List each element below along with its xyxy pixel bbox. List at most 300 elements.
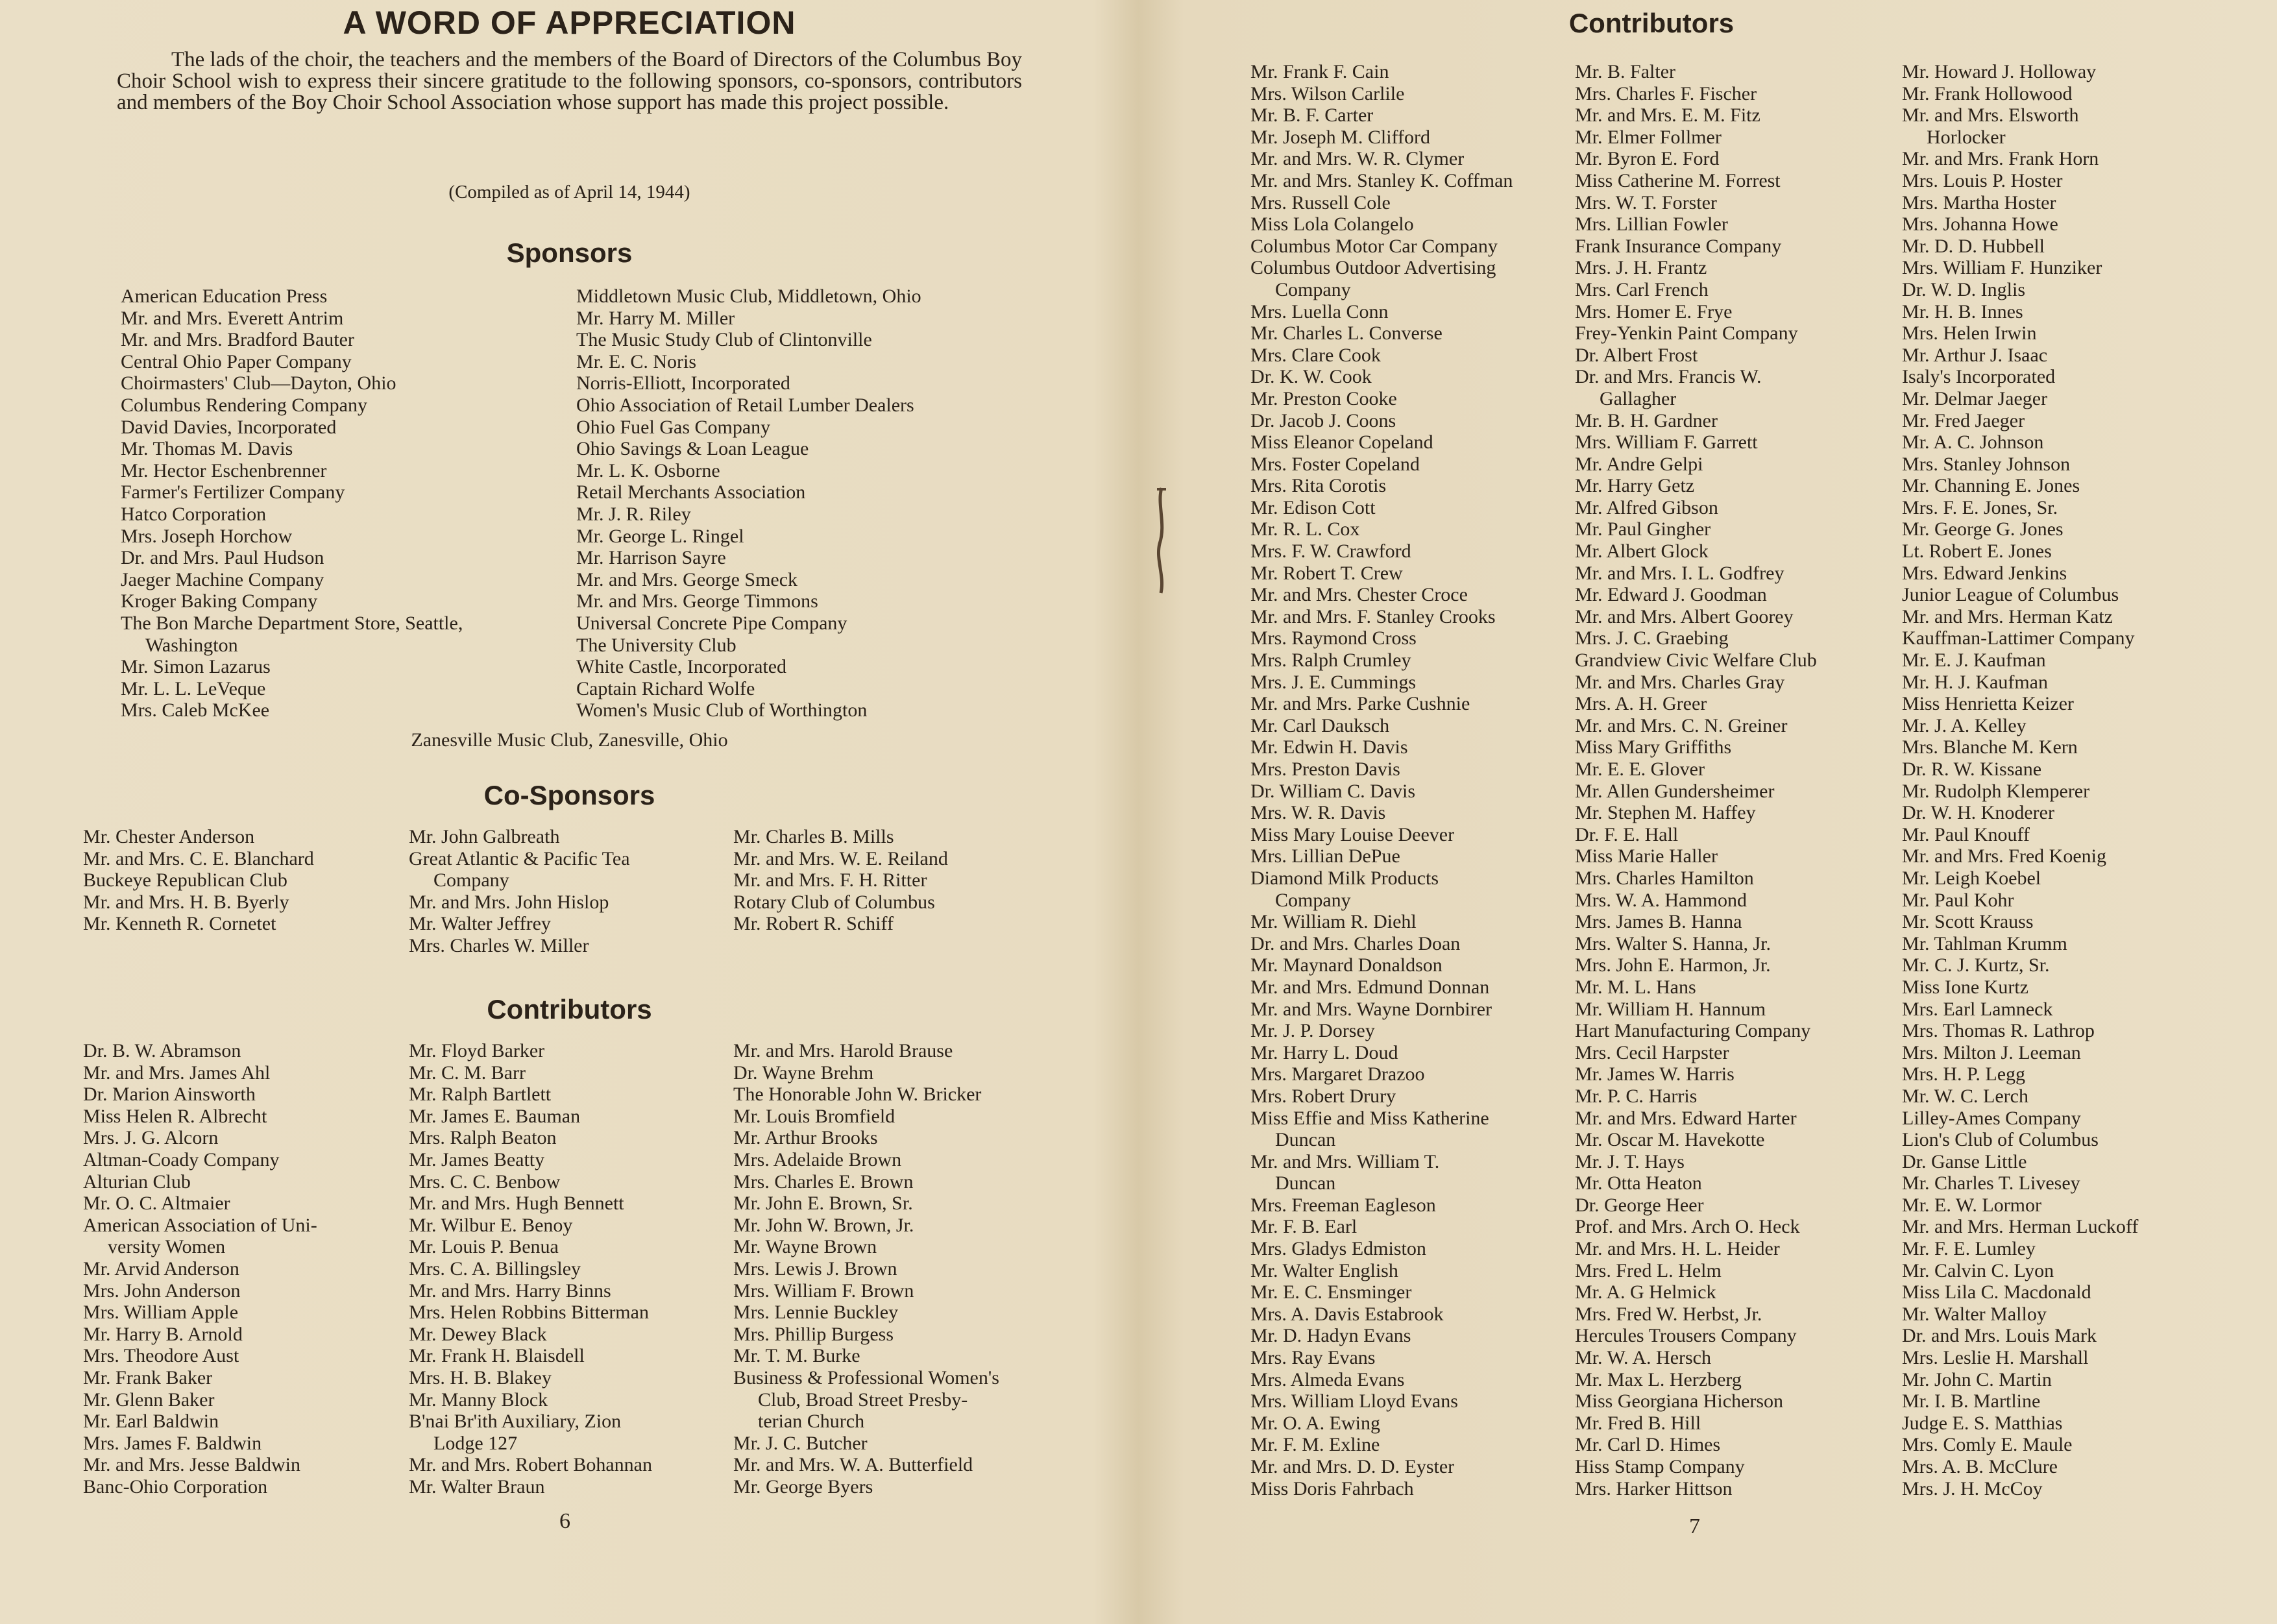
list-item: Mr. Howard J. Holloway (1902, 61, 2097, 82)
list-item: Dr. K. W. Cook (1250, 366, 1372, 388)
list-item: Miss Ione Kurtz (1902, 976, 2028, 998)
list-item: Mr. Paul Knouff (1902, 823, 2030, 845)
contributors-column-3 (733, 1040, 999, 1497)
list-item: Mrs. Almeda Evans (1250, 1368, 1405, 1390)
list-item: Lt. Robert E. Jones (1902, 540, 2052, 563)
list-item: Grandview Civic Welfare Club (1575, 649, 1817, 672)
list-item: Mr. John E. Brown, Sr. (733, 1193, 913, 1215)
list-item: Mrs. Edward Jenkins (1902, 562, 2067, 584)
list-item: Mr. Earl Baldwin (83, 1411, 219, 1433)
list-item: Mr. and Mrs. I. L. Godfrey (1575, 562, 1784, 584)
list-item: Middletown Music Club, Middletown, Ohio (576, 285, 921, 307)
list-item: Mr. J. A. Kelley (1902, 714, 2027, 736)
list-item: Mrs. Lillian DePue (1250, 845, 1400, 867)
list-item: Mr. Edwin H. Davis (1250, 736, 1408, 758)
cosponsors-heading: Co-Sponsors (483, 780, 655, 810)
list-item: Mr. Walter Braun (409, 1475, 545, 1497)
list-item: Mrs. Helen Robbins Bitterman (409, 1302, 649, 1324)
list-item: Mr. E. W. Lormor (1902, 1194, 2041, 1216)
list-item: Mr. John Galbreath (409, 826, 560, 847)
list-item: Mr. Harry L. Doud (1250, 1041, 1398, 1063)
list-item: Mrs. John Anderson (83, 1279, 241, 1302)
list-item: Hart Manufacturing Company (1575, 1020, 1811, 1042)
list-item: Mrs. Martha Hoster (1902, 191, 2056, 213)
list-item: Mr. Robert R. Schiff (733, 913, 894, 935)
list-item: Mr. J. R. Riley (576, 503, 691, 525)
list-item: Mr. and Mrs. Hugh Bennett (409, 1193, 624, 1215)
list-item: Mrs. Robert Drury (1250, 1085, 1396, 1107)
list-item: Mr. J. C. Butcher (733, 1432, 868, 1454)
list-item: Mr. and Mrs. Stanley K. Coffman (1250, 169, 1513, 191)
list-item: Mr. and Mrs. C. E. Blanchard (83, 847, 314, 869)
list-item: Miss Marie Haller (1575, 845, 1718, 867)
list-item: Miss Lola Colangelo (1250, 213, 1414, 236)
list-item: Mrs. Foster Copeland (1250, 453, 1420, 475)
list-item: Mr. Simon Lazarus (121, 656, 271, 678)
list-item: Norris-Elliott, Incorporated (576, 372, 790, 394)
intro-paragraph: The lads of the choir, the teachers and the members of the Board of Directors of the Columbus Boy Choir School wish to express their sincere gratitude to the following sponsors, co-sponsors, contributors and members of the Boy Choir School Association whose support has made this project possible. (117, 48, 1022, 114)
contributors-column-1 (83, 1040, 317, 1497)
list-item: Mrs. A. Davis Estabrook (1250, 1303, 1444, 1325)
list-item: Mr. and Mrs. Everett Antrim (121, 307, 344, 329)
list-item: Dr. and Mrs. Charles Doan (1250, 932, 1461, 954)
list-item: Mr. and Mrs. Herman Katz (1902, 605, 2113, 627)
list-item: Dr. R. W. Kissane (1902, 758, 2042, 780)
list-item: Mr. Harry M. Miller (576, 307, 735, 329)
list-item: Mr. Chester Anderson (83, 826, 255, 847)
cosponsors-column-1 (83, 826, 314, 935)
list-item: Dr. George Heer (1575, 1194, 1704, 1216)
list-item: Mr. John W. Brown, Jr. (733, 1214, 914, 1236)
list-item: Mr. E. J. Kaufman (1902, 649, 2046, 672)
sponsors-heading: Sponsors (506, 237, 633, 268)
list-item: Mr. Harrison Sayre (576, 547, 726, 569)
list-item: Mr. James W. Harris (1575, 1063, 1735, 1085)
list-item: Mrs. Theodore Aust (83, 1345, 239, 1367)
list-item: Mr. E. C. Noris (576, 350, 697, 372)
list-item: Retail Merchants Association (576, 481, 806, 503)
list-item: Mrs. Rita Corotis (1250, 475, 1387, 497)
list-item: Lion's Club of Columbus (1902, 1129, 2099, 1151)
list-item: Mrs. Johanna Howe (1902, 213, 2058, 236)
list-item: Mrs. Milton J. Leeman (1902, 1041, 2081, 1063)
list-item: Mrs. Louis P. Hoster (1902, 169, 2063, 191)
list-item: Mr. Rudolph Klemperer (1902, 780, 2090, 802)
list-item: Mr. W. A. Hersch (1575, 1347, 1711, 1369)
list-item: Mr. and Mrs. George Smeck (576, 568, 798, 590)
list-item: Mrs. William F. Garrett (1575, 431, 1758, 454)
list-item: Dr. F. E. Hall (1575, 823, 1679, 845)
list-item: Mr. James E. Bauman (409, 1105, 581, 1127)
list-item: Mr. Glenn Baker (83, 1388, 215, 1411)
list-item: Mr. Dewey Black (409, 1323, 547, 1345)
list-item: Mr. E. E. Glover (1575, 758, 1705, 780)
list-item: The Bon Marche Department Store, Seattle, Washington (121, 612, 463, 656)
list-item: Mr. Floyd Barker (409, 1040, 545, 1061)
list-item: B'nai Br'ith Auxiliary, Zion Lodge 127 (409, 1411, 622, 1454)
list-item: Mr. Albert Glock (1575, 540, 1709, 563)
list-item: Mrs. Lillian Fowler (1575, 213, 1728, 236)
list-item: Judge E. S. Matthias (1902, 1412, 2063, 1434)
list-item: Mrs. C. C. Benbow (409, 1170, 561, 1193)
list-item: Mrs. William F. Hunziker (1902, 257, 2102, 279)
list-item: Mr. Ralph Bartlett (409, 1084, 552, 1106)
list-item: Mrs. Ralph Crumley (1250, 649, 1411, 672)
list-item: Dr. B. W. Abramson (83, 1040, 241, 1061)
list-item: Mr. Harry Getz (1575, 475, 1695, 497)
list-item: Mr. F. M. Exline (1250, 1434, 1380, 1456)
list-item: Mr. Charles B. Mills (733, 826, 894, 847)
list-item: Mrs. Margaret Drazoo (1250, 1063, 1425, 1085)
list-item: Mr. Maynard Donaldson (1250, 954, 1443, 976)
list-item: Mr. Arvid Anderson (83, 1257, 239, 1279)
list-item: Miss Henrietta Keizer (1902, 693, 2074, 715)
list-item: Miss Catherine M. Forrest (1575, 169, 1781, 191)
list-item: Mr. Alfred Gibson (1575, 496, 1718, 518)
list-item: Mrs. J. C. Graebing (1575, 627, 1729, 649)
list-item: Mr. William R. Diehl (1250, 911, 1417, 933)
list-item: Dr. W. D. Inglis (1902, 278, 2026, 300)
list-item: Mr. Wayne Brown (733, 1236, 877, 1258)
list-item: Mr. O. A. Ewing (1250, 1412, 1381, 1434)
list-item: Mrs. Joseph Horchow (121, 525, 293, 547)
list-item: Ohio Savings & Loan League (576, 438, 809, 460)
list-item: Mr. James Beatty (409, 1148, 545, 1170)
list-item: Mrs. William Lloyd Evans (1250, 1390, 1458, 1412)
compiled-date: (Compiled as of April 14, 1944) (448, 182, 690, 202)
list-item: Mr. Harry B. Arnold (83, 1323, 243, 1345)
list-item: Miss Effie and Miss Katherine Duncan (1250, 1107, 1489, 1151)
list-item: Mrs. Fred W. Herbst, Jr. (1575, 1303, 1762, 1325)
list-item: Mr. William H. Hannum (1575, 998, 1766, 1020)
list-item: American Education Press (121, 285, 328, 307)
list-item: Mr. Oscar M. Havekotte (1575, 1129, 1765, 1151)
list-item: Mr. A. C. Johnson (1902, 431, 2044, 454)
list-item: Mrs. Charles Hamilton (1575, 867, 1754, 889)
list-item: Mr. J. T. Hays (1575, 1150, 1685, 1172)
list-item: Mr. Otta Heaton (1575, 1172, 1702, 1194)
list-item: Mr. and Mrs. Edmund Donnan (1250, 976, 1490, 998)
list-item: Universal Concrete Pipe Company (576, 612, 847, 634)
list-item: Mr. and Mrs. C. N. Greiner (1575, 714, 1788, 736)
list-item: Mrs. Ralph Beaton (409, 1127, 557, 1149)
list-item: Mrs. Caleb McKee (121, 699, 270, 721)
list-item: Mrs. J. H. Frantz (1575, 257, 1707, 279)
list-item: Alturian Club (83, 1170, 191, 1193)
list-item: Choirmasters' Club—Dayton, Ohio (121, 372, 396, 394)
list-item: Mr. Robert T. Crew (1250, 562, 1403, 584)
list-item: Dr. Albert Frost (1575, 344, 1698, 366)
list-item: The Music Study Club of Clintonville (576, 329, 872, 351)
list-item: Mr. and Mrs. Chester Croce (1250, 584, 1468, 606)
list-item: Mr. B. H. Gardner (1575, 409, 1718, 431)
list-item: Mrs. F. E. Jones, Sr. (1902, 496, 2058, 518)
list-item: Mrs. John E. Harmon, Jr. (1575, 954, 1771, 976)
list-item: Mr. George G. Jones (1902, 518, 2064, 540)
sponsors-footer: Zanesville Music Club, Zanesville, Ohio (411, 729, 728, 751)
list-item: Mr. and Mrs. Fred Koenig (1902, 845, 2106, 867)
list-item: Dr. William C. Davis (1250, 780, 1416, 802)
list-item: White Castle, Incorporated (576, 656, 787, 678)
list-item: Dr. Wayne Brehm (733, 1061, 874, 1084)
list-item: Ohio Association of Retail Lumber Dealers (576, 394, 914, 416)
list-item: Mr. and Mrs. F. Stanley Crooks (1250, 605, 1496, 627)
list-item: Mrs. Helen Irwin (1902, 322, 2037, 345)
list-item: Mrs. Charles E. Brown (733, 1170, 914, 1193)
list-item: Mrs. Lennie Buckley (733, 1302, 899, 1324)
list-item: Kauffman-Lattimer Company (1902, 627, 2135, 649)
list-item: Mr. Paul Gingher (1575, 518, 1711, 540)
list-item: Mrs. William F. Brown (733, 1279, 914, 1302)
list-item: Mr. Kenneth R. Cornetet (83, 913, 276, 935)
list-item: Mr. W. C. Lerch (1902, 1085, 2028, 1107)
list-item: Ohio Fuel Gas Company (576, 416, 771, 438)
cosponsors-column-2 (409, 826, 630, 957)
list-item: Mr. Elmer Follmer (1575, 126, 1722, 148)
list-item: Mr. Fred B. Hill (1575, 1412, 1701, 1434)
list-item: Mrs. Freeman Eagleson (1250, 1194, 1436, 1216)
list-item: Mr. Calvin C. Lyon (1902, 1259, 2054, 1281)
list-item: Mr. P. C. Harris (1575, 1085, 1698, 1107)
list-item: Mr. Delmar Jaeger (1902, 387, 2048, 409)
list-item: Mr. H. B. Innes (1902, 300, 2023, 322)
list-item: Mrs. Fred L. Helm (1575, 1259, 1722, 1281)
list-item: Mrs. Lewis J. Brown (733, 1257, 897, 1279)
list-item: Mrs. William Apple (83, 1302, 239, 1324)
list-item: Farmer's Fertilizer Company (121, 481, 345, 503)
list-item: Miss Eleanor Copeland (1250, 431, 1433, 454)
list-item: Mrs. J. H. McCoy (1902, 1477, 2043, 1499)
list-item: Great Atlantic & Pacific Tea Company (409, 847, 630, 891)
list-item: Mr. and Mrs. Frank Horn (1902, 148, 2099, 170)
list-item: Mr. Thomas M. Davis (121, 438, 293, 460)
page-number-left: 6 (559, 1509, 570, 1533)
list-item: Mr. and Mrs. Robert Bohannan (409, 1454, 652, 1476)
list-item: Mr. Leigh Koebel (1902, 867, 2041, 889)
list-item: The University Club (576, 634, 737, 656)
list-item: Mr. F. B. Earl (1250, 1216, 1358, 1238)
list-item: Mr. D. D. Hubbell (1902, 235, 2045, 257)
list-item: Isaly's Incorporated (1902, 366, 2056, 388)
list-item: Mrs. Raymond Cross (1250, 627, 1417, 649)
list-item: Miss Georgiana Hicherson (1575, 1390, 1784, 1412)
list-item: Mrs. Earl Lamneck (1902, 998, 2053, 1020)
list-item: Mr. I. B. Martline (1902, 1390, 2041, 1412)
list-item: Mrs. W. R. Davis (1250, 802, 1386, 824)
list-item: Mr. Manny Block (409, 1388, 548, 1411)
list-item: The Honorable John W. Bricker (733, 1084, 982, 1106)
list-item: Mrs. F. W. Crawford (1250, 540, 1411, 563)
list-item: Junior League of Columbus (1902, 584, 2119, 606)
list-item: Rotary Club of Columbus (733, 891, 935, 913)
list-item: Mrs. Carl French (1575, 278, 1709, 300)
sponsors-column-2 (576, 285, 921, 721)
list-item: Mr. and Mrs. George Timmons (576, 590, 818, 612)
list-item: Mrs. W. T. Forster (1575, 191, 1717, 213)
list-item: Mr. John C. Martin (1902, 1368, 2052, 1390)
list-item: Mr. C. J. Kurtz, Sr. (1902, 954, 2050, 976)
list-item: Mr. Arthur Brooks (733, 1127, 878, 1149)
list-item: Altman-Coady Company (83, 1148, 280, 1170)
list-item: Central Ohio Paper Company (121, 350, 352, 372)
list-item: Mrs. Homer E. Frye (1575, 300, 1733, 322)
contributors-column-2 (409, 1040, 652, 1497)
list-item: Mr. L. K. Osborne (576, 459, 720, 481)
list-item: Mrs. Comly E. Maule (1902, 1434, 2073, 1456)
list-item: Mr. O. C. Altmaier (83, 1193, 230, 1215)
list-item: Mr. D. Hadyn Evans (1250, 1325, 1411, 1347)
list-item: Mr. and Mrs. E. M. Fitz (1575, 104, 1760, 127)
list-item: Dr. Jacob J. Coons (1250, 409, 1396, 431)
page-number-right: 7 (1689, 1514, 1700, 1538)
list-item: Miss Helen R. Albrecht (83, 1105, 267, 1127)
list-item: Mrs. Charles W. Miller (409, 934, 589, 956)
list-item: Mr. and Mrs. Wayne Dornbirer (1250, 998, 1492, 1020)
list-item: Dr. W. H. Knoderer (1902, 802, 2054, 824)
list-item: Mr. and Mrs. W. A. Butterfield (733, 1454, 973, 1476)
list-item: Business & Professional Women's Club, Broad Street Presby- terian Church (733, 1366, 999, 1433)
list-item: Kroger Baking Company (121, 590, 318, 612)
list-item: Mr. Frank Hollowood (1902, 82, 2073, 104)
list-item: Banc-Ohio Corporation (83, 1475, 268, 1497)
list-item: Mr. Frank H. Blaisdell (409, 1345, 585, 1367)
list-item: Mrs. Stanley Johnson (1902, 453, 2071, 475)
list-item: Frank Insurance Company (1575, 235, 1782, 257)
list-item: Mrs. Preston Davis (1250, 758, 1400, 780)
list-item: Mr. and Mrs. Bradford Bauter (121, 329, 354, 351)
list-item: Mrs. C. A. Billingsley (409, 1257, 581, 1279)
list-item: Mr. Charles L. Converse (1250, 322, 1443, 345)
list-item: Mr. Edward J. Goodman (1575, 584, 1767, 606)
list-item: Mrs. James F. Baldwin (83, 1432, 262, 1454)
list-item: Mr. H. J. Kaufman (1902, 671, 2048, 693)
list-item: Mrs. Ray Evans (1250, 1347, 1376, 1369)
list-item: Dr. Ganse Little (1902, 1150, 2027, 1172)
list-item: Mr. and Mrs. W. R. Clymer (1250, 148, 1465, 170)
list-item: Hatco Corporation (121, 503, 267, 525)
list-item: Prof. and Mrs. Arch O. Heck (1575, 1216, 1800, 1238)
list-item: American Association of Uni- versity Women (83, 1214, 317, 1258)
list-item: Mr. and Mrs. W. E. Reiland (733, 847, 948, 869)
sponsors-column-1 (121, 285, 463, 721)
list-item: Dr. Marion Ainsworth (83, 1084, 256, 1106)
page-title: A WORD OF APPRECIATION (343, 5, 796, 41)
list-item: Mr. Andre Gelpi (1575, 453, 1703, 475)
list-item: Columbus Outdoor Advertising Company (1250, 257, 1496, 300)
list-item: Mr. E. C. Ensminger (1250, 1281, 1412, 1303)
list-item: Mr. Scott Krauss (1902, 911, 2034, 933)
list-item: Mr. Charles T. Livesey (1902, 1172, 2080, 1194)
list-item: Mrs. H. P. Legg (1902, 1063, 2026, 1085)
contributors-column-5 (1575, 61, 1817, 1499)
list-item: Mr. Max L. Herzberg (1575, 1368, 1742, 1390)
cosponsors-column-3 (733, 826, 948, 935)
list-item: Mr. L. L. LeVeque (121, 677, 266, 699)
list-item: Dr. and Mrs. Paul Hudson (121, 547, 324, 569)
list-item: Mr. and Mrs. Edward Harter (1575, 1107, 1797, 1129)
list-item: Mr. Paul Kohr (1902, 889, 2014, 911)
list-item: Columbus Motor Car Company (1250, 235, 1498, 257)
list-item: Mr. and Mrs. Elsworth Horlocker (1902, 104, 2079, 148)
list-item: Mr. J. P. Dorsey (1250, 1020, 1375, 1042)
list-item: Mrs. Luella Conn (1250, 300, 1389, 322)
list-item: Mr. Walter Jeffrey (409, 913, 551, 935)
list-item: Frey-Yenkin Paint Company (1575, 322, 1798, 345)
list-item: Miss Doris Fahrbach (1250, 1477, 1414, 1499)
list-item: Mr. and Mrs. William T. Duncan (1250, 1150, 1440, 1194)
list-item: Mr. Frank F. Cain (1250, 61, 1389, 82)
list-item: Mr. and Mrs. H. B. Byerly (83, 891, 289, 913)
list-item: Mrs. Blanche M. Kern (1902, 736, 2078, 758)
list-item: Mr. Tahlman Krumm (1902, 932, 2067, 954)
list-item: Mrs. Cecil Harpster (1575, 1041, 1729, 1063)
list-item: Mr. Louis Bromfield (733, 1105, 895, 1127)
list-item: David Davies, Incorporated (121, 416, 337, 438)
list-item: Mrs. Phillip Burgess (733, 1323, 894, 1345)
list-item: Mr. Wilbur E. Benoy (409, 1214, 573, 1236)
list-item: Mr. and Mrs. Charles Gray (1575, 671, 1785, 693)
list-item: Mrs. Charles F. Fischer (1575, 82, 1757, 104)
list-item: Mr. Carl D. Himes (1575, 1434, 1721, 1456)
list-item: Columbus Rendering Company (121, 394, 367, 416)
contributors-column-6 (1902, 61, 2138, 1499)
list-item: Mr. Preston Cooke (1250, 387, 1397, 409)
list-item: Mr. and Mrs. Harold Brause (733, 1040, 953, 1061)
list-item: Mr. Hector Eschenbrenner (121, 459, 327, 481)
list-item: Mr. Arthur J. Isaac (1902, 344, 2048, 366)
list-item: Mr. and Mrs. John Hislop (409, 891, 609, 913)
list-item: Mr. Walter Malloy (1902, 1303, 2047, 1325)
list-item: Mrs. Thomas R. Lathrop (1902, 1020, 2095, 1042)
list-item: Mr. R. L. Cox (1250, 518, 1360, 540)
list-item: Mr. and Mrs. James Ahl (83, 1061, 271, 1084)
list-item: Mrs. Leslie H. Marshall (1902, 1347, 2089, 1369)
list-item: Mr. and Mrs. Herman Luckoff (1902, 1216, 2139, 1238)
list-item: Mr. Byron E. Ford (1575, 148, 1720, 170)
page-right (1139, 0, 2277, 1624)
list-item: Mr. Frank Baker (83, 1366, 213, 1388)
list-item: Mr. George L. Ringel (576, 525, 744, 547)
list-item: Miss Lila C. Macdonald (1902, 1281, 2091, 1303)
list-item: Mr. Channing E. Jones (1902, 475, 2080, 497)
list-item: Captain Richard Wolfe (576, 677, 755, 699)
list-item: Mr. George Byers (733, 1475, 873, 1497)
list-item: Mrs. A. B. McClure (1902, 1456, 2058, 1477)
list-item: Mr. Fred Jaeger (1902, 409, 2025, 431)
list-item: Hiss Stamp Company (1575, 1456, 1745, 1477)
list-item: Mrs. Walter S. Hanna, Jr. (1575, 932, 1771, 954)
list-item: Mr. Joseph M. Clifford (1250, 126, 1430, 148)
list-item: Lilley-Ames Company (1902, 1107, 2081, 1129)
list-item: Mrs. W. A. Hammond (1575, 889, 1747, 911)
contributors-column-4 (1250, 61, 1513, 1499)
contributors-heading-right: Contributors (1568, 8, 1735, 38)
list-item: Mr. A. G Helmick (1575, 1281, 1716, 1303)
list-item: Mrs. H. B. Blakey (409, 1366, 552, 1388)
list-item: Mr. F. E. Lumley (1902, 1238, 2036, 1260)
list-item: Mr. T. M. Burke (733, 1345, 860, 1367)
list-item: Diamond Milk Products Company (1250, 867, 1439, 911)
list-item: Mrs. J. G. Alcorn (83, 1127, 219, 1149)
list-item: Mrs. Gladys Edmiston (1250, 1238, 1426, 1260)
list-item: Mr. and Mrs. Harry Binns (409, 1279, 611, 1302)
list-item: Miss Mary Louise Deever (1250, 823, 1455, 845)
list-item: Mr. B. F. Carter (1250, 104, 1374, 127)
list-item: Mr. Louis P. Benua (409, 1236, 559, 1258)
list-item: Mrs. James B. Hanna (1575, 911, 1742, 933)
list-item: Mr. Stephen M. Haffey (1575, 802, 1756, 824)
list-item: Mrs. Clare Cook (1250, 344, 1381, 366)
